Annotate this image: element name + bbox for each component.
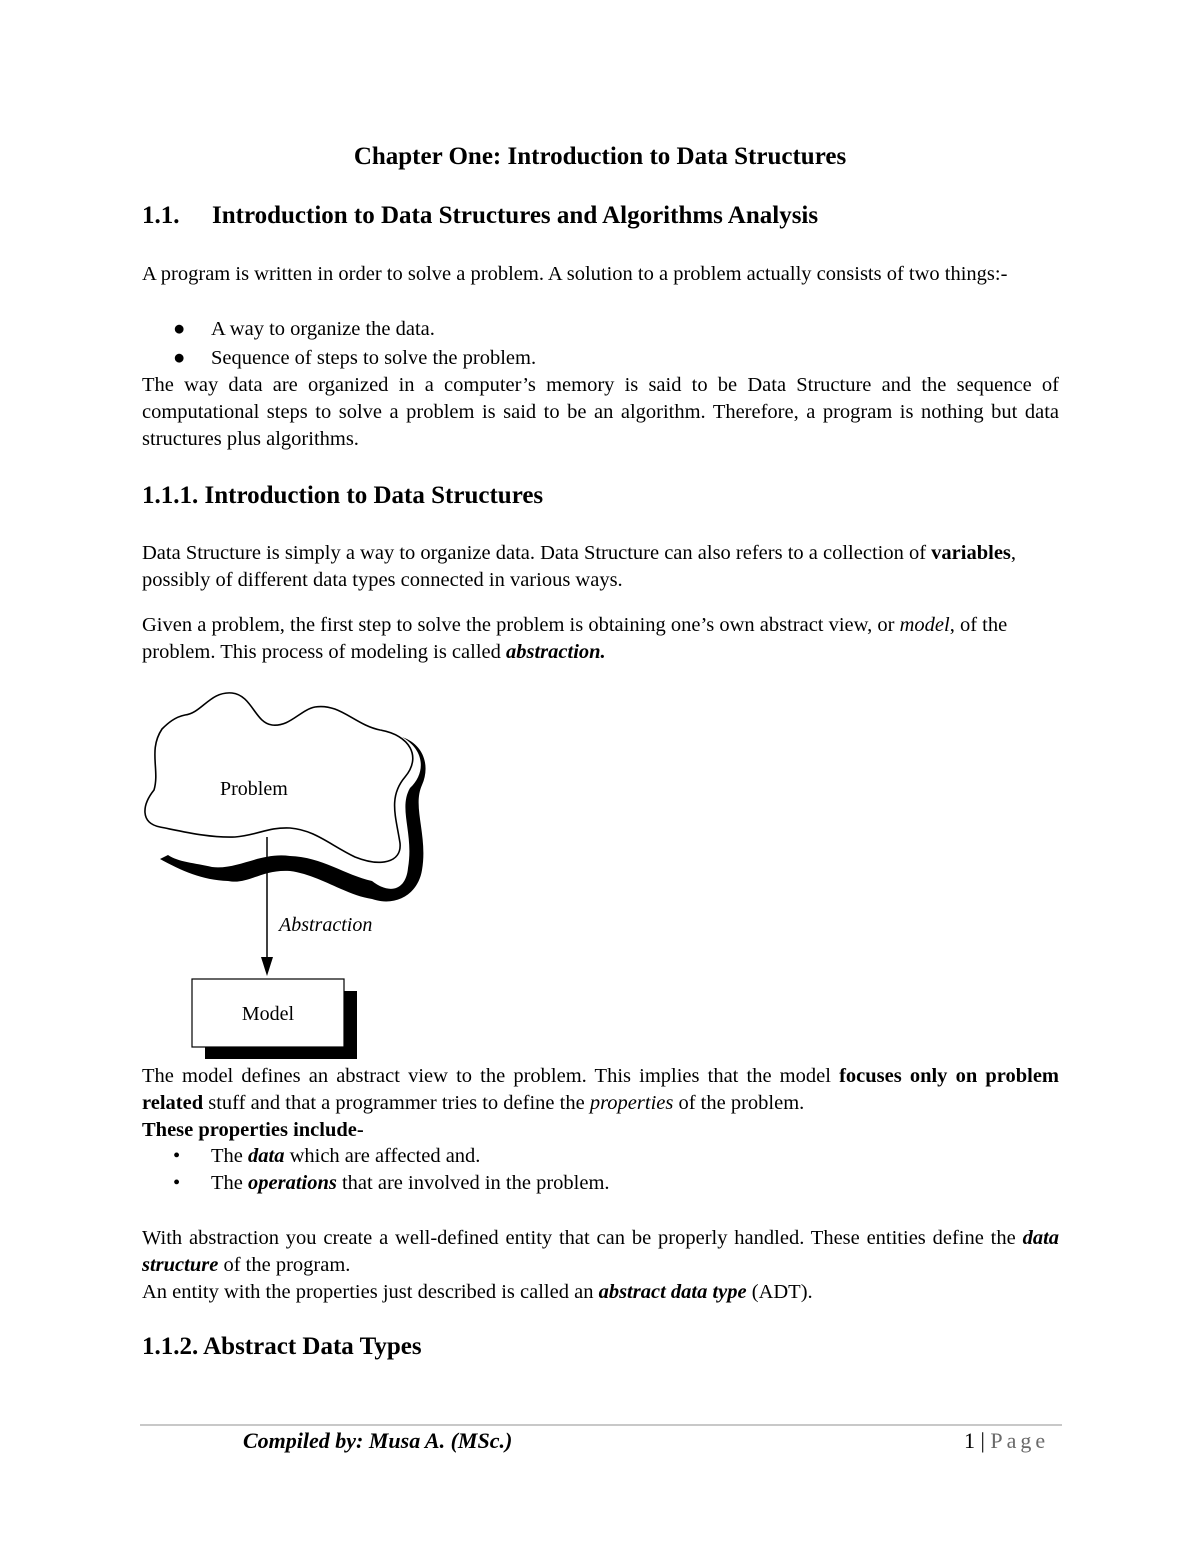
italic-term: properties	[589, 1092, 674, 1114]
bullet-text: Sequence of steps to solve the problem.	[211, 347, 537, 369]
abstraction-paragraph	[142, 612, 1022, 666]
page-label: Page	[990, 1428, 1050, 1453]
list-item	[173, 1170, 610, 1197]
intro-paragraph: A program is written in order to solve a problem. A solution to a problem actually consists of two things:-	[142, 263, 1008, 285]
bullet-icon: ●	[173, 347, 186, 369]
text-run: An entity with the properties just described is called an	[142, 1281, 594, 1303]
bullet-icon: •	[173, 1145, 181, 1167]
text-run: stuff and that a programmer tries to define the	[208, 1092, 585, 1114]
adt-paragraph	[142, 1279, 1059, 1306]
page-separator: |	[980, 1428, 985, 1453]
text-run: The	[211, 1172, 243, 1194]
bold-term: variables	[931, 542, 1011, 564]
bold-italic-term: data	[248, 1145, 285, 1167]
text-run: The model defines an abstract view to the problem. This implies that the model	[142, 1065, 831, 1087]
subsection-heading: 1.1.1. Introduction to Data Structures	[142, 482, 544, 509]
model-label: Model	[241, 1003, 295, 1025]
model-paragraph	[142, 1063, 1059, 1117]
footer-page-number	[964, 1428, 1049, 1454]
list-item	[173, 1143, 480, 1170]
footer-author: Compiled by: Musa A. (MSc.)	[243, 1428, 513, 1453]
text-run: that are involved in the problem.	[341, 1172, 610, 1194]
abstraction-label: Abstraction	[279, 914, 373, 936]
bold-term: focuses only on problem related	[142, 1065, 1060, 1114]
abstraction-diagram	[140, 685, 440, 1065]
text-run: (ADT).	[751, 1281, 813, 1303]
arrow-head-icon	[261, 957, 273, 976]
bullet-text: A way to organize the data.	[211, 318, 435, 340]
page-number: 1	[964, 1428, 975, 1453]
italic-term: model	[899, 614, 950, 636]
bold-italic-term: operations	[248, 1172, 337, 1194]
entity-paragraph	[142, 1225, 1059, 1279]
section-heading	[142, 202, 818, 230]
list-item	[173, 316, 435, 343]
properties-heading	[142, 1117, 1059, 1144]
bold-italic-term: data structure	[142, 1227, 1060, 1276]
list-item	[173, 345, 536, 372]
bullet-icon: •	[173, 1172, 181, 1194]
text-run: With abstraction you create a well-defined entity that can be properly handled. These entities define the	[142, 1227, 1016, 1249]
body-paragraph: The way data are organized in a computer’s memory is said to be Data Structure and the sequence of computational steps to solve a problem is said to be an algorithm. Therefore, a program is nothing but data structures plus algorithms.	[142, 374, 1059, 450]
chapter-title: Chapter One: Introduction to Data Structures	[353, 143, 847, 170]
section-number: 1.1.	[142, 202, 180, 229]
problem-label: Problem	[220, 778, 288, 800]
text-run: of the program.	[223, 1254, 351, 1276]
section-title: Introduction to Data Structures and Algorithms Analysis	[212, 202, 819, 229]
text-run: , possibly of different data types connected in various ways.	[142, 542, 1017, 591]
text-run: which are affected and.	[289, 1145, 481, 1167]
text-run: , of the problem. This process of modeling is called	[142, 614, 1008, 663]
bold-term: These properties include-	[142, 1119, 364, 1141]
text-run: Given a problem, the first step to solve the problem is obtaining one’s own abstract view, or	[142, 614, 895, 636]
text-run: Data Structure is simply a way to organize data. Data Structure can also refers to a collection of	[142, 542, 927, 564]
text-run: The	[211, 1145, 243, 1167]
bold-italic-term: abstraction.	[506, 641, 606, 663]
text-run: of the problem.	[678, 1092, 805, 1114]
footer-divider	[140, 1424, 1062, 1426]
bullet-icon: ●	[173, 318, 186, 340]
data-structure-paragraph	[142, 540, 1059, 594]
bold-italic-term: abstract data type	[598, 1281, 747, 1303]
subsection-heading: 1.1.2. Abstract Data Types	[142, 1333, 422, 1360]
